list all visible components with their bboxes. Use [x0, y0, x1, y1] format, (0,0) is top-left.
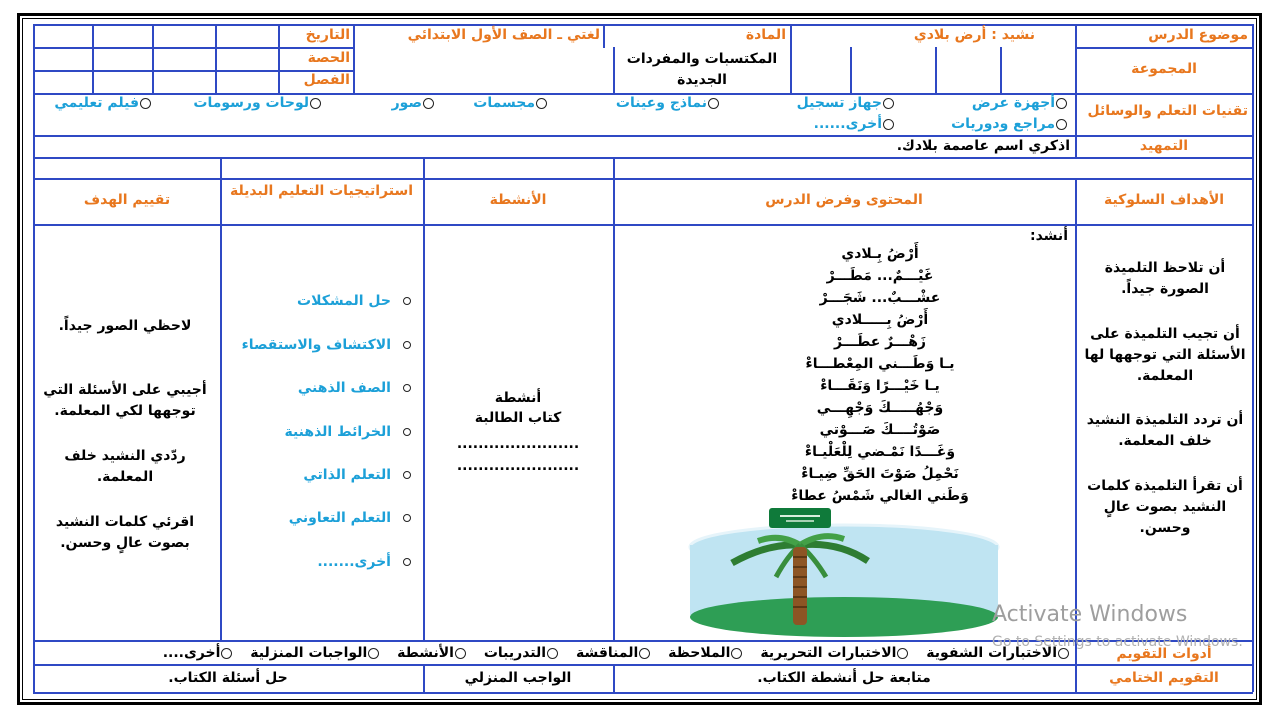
radio-icon: [403, 514, 411, 522]
subject-value: نشيد : أرض بلادي: [913, 27, 1035, 43]
group-label: المجموعة: [1131, 61, 1197, 77]
objective-item: أن تجيب التلميذة على الأسئلة التي توجهها لها المعلمة.: [1084, 326, 1246, 384]
objective-item: أن تقرأ التلميذة كلمات النشيد بصوت عالٍ وحسن.: [1087, 478, 1243, 536]
subject-label: موضوع الدرس: [1148, 27, 1248, 43]
radio-icon: [310, 98, 321, 109]
activate-windows-hint: Go to Settings to activate Windows.: [992, 634, 1243, 650]
tech-option-8[interactable]: أخرى......: [814, 116, 895, 132]
radio-icon: [897, 648, 908, 659]
radio-icon: [536, 98, 547, 109]
radio-icon: [403, 471, 411, 479]
tech-option-7[interactable]: مراجع ودوريات: [951, 116, 1068, 132]
radio-icon: [883, 119, 894, 130]
col-strategies: استراتيجيات التعليم البديلة: [229, 183, 414, 199]
activities-title: أنشطة: [494, 390, 542, 406]
evaluation-item: ردّدي النشيد خلف المعلمة.: [64, 448, 186, 485]
poem-intro: أنشد:: [1030, 228, 1068, 244]
tech-option-2[interactable]: نماذج وعينات: [616, 95, 720, 111]
col-content: المحتوى وفرض الدرس: [765, 192, 923, 208]
strategy-option[interactable]: حل المشكلات: [297, 293, 412, 309]
homework-label: الواجب المنزلي: [464, 670, 572, 686]
poem-line: وَجْهُـــــكَ وَجْهِـــي: [816, 400, 944, 416]
activate-windows-watermark: Activate Windows: [992, 602, 1188, 627]
strategy-option[interactable]: الصف الذهني: [298, 380, 412, 396]
course-label: المادة: [745, 27, 786, 43]
class-label: الفصل: [303, 72, 350, 88]
assessment-option[interactable]: المناقشة: [576, 645, 651, 661]
radio-icon: [368, 648, 379, 659]
strategy-option[interactable]: الخرائط الذهنية: [284, 424, 412, 440]
assessment-option[interactable]: الاختبارات الشفوية: [926, 645, 1070, 661]
poem-line: نَحْمِلُ صَوْتَ الحَقِّ ضِيـاءْ: [801, 466, 959, 482]
radio-icon: [547, 648, 558, 659]
strategy-option[interactable]: التعلم الذاتي: [303, 467, 412, 483]
radio-icon: [708, 98, 719, 109]
col-objectives: الأهداف السلوكية: [1103, 192, 1225, 208]
poem-line: وَغَـــدًا نَمْـضي لِلْعَلْيـاءْ: [804, 444, 956, 460]
tech-option-4[interactable]: صور: [392, 95, 435, 111]
strategy-option[interactable]: الاكتشاف والاستقصاء: [242, 337, 412, 353]
poem-line: عشْـــبٌ... شَجَـــرْ: [819, 290, 941, 306]
assessment-label: أدوات التقويم: [1116, 646, 1212, 662]
tech-option-0[interactable]: أجهزة عرض: [972, 95, 1068, 111]
radio-icon: [403, 558, 411, 566]
activities-dots: .......................: [456, 458, 580, 474]
poem-line: أَرْضُ بِـلادي: [841, 246, 919, 262]
radio-icon: [403, 297, 411, 305]
skills-label: المكتسبات والمفردات الجديدة: [626, 51, 778, 88]
tech-option-5[interactable]: لوحات ورسومات: [193, 95, 322, 111]
radio-icon: [403, 384, 411, 392]
final-text: متابعة حل أنشطة الكتاب.: [757, 670, 931, 686]
poem-line: أَرْضُ بِـــــلادي: [831, 312, 929, 328]
strategy-option[interactable]: أخرى.......: [317, 554, 412, 570]
assessment-option[interactable]: الاختبارات التحريرية: [760, 645, 909, 661]
intro-text: اذكري اسم عاصمة بلادك.: [896, 138, 1070, 154]
radio-icon: [1056, 98, 1067, 109]
radio-icon: [403, 341, 411, 349]
poem-line: زَهْـــرٌ عطَـــرْ: [834, 334, 926, 350]
final-label: التقويم الختامي: [1109, 670, 1219, 686]
radio-icon: [140, 98, 151, 109]
radio-icon: [1056, 119, 1067, 130]
intro-label: التمهيد: [1139, 138, 1189, 154]
assessment-option[interactable]: أخرى....: [163, 645, 234, 661]
tech-option-6[interactable]: فيلم تعليمي: [54, 95, 152, 111]
evaluation-item: اقرئي كلمات النشيد بصوت عالٍ وحسن.: [55, 514, 195, 551]
tech-option-3[interactable]: مجسمات: [473, 95, 548, 111]
objective-item: أن تردد التلميذة النشيد خلف المعلمة.: [1086, 412, 1244, 449]
tech-label: تقنيات التعلم والوسائل: [1087, 103, 1248, 119]
activities-subtitle: كتاب الطالبة: [474, 410, 562, 426]
poem-line: وَطَني الغالي شَمْسُ عطاءْ: [791, 488, 969, 504]
evaluation-item: لاحظي الصور جيداً.: [58, 318, 192, 334]
activities-dots: .......................: [456, 436, 580, 452]
period-label: الحصة: [307, 50, 350, 66]
col-evaluation: تقييم الهدف: [83, 192, 171, 208]
assessment-option[interactable]: الواجبات المنزلية: [250, 645, 380, 661]
poem-line: يـا خَيْـــرًا وَنَقَـــاءْ: [820, 378, 940, 394]
col-activities: الأنشطة: [489, 192, 547, 208]
assessment-option[interactable]: الأنشطة: [397, 645, 467, 661]
radio-icon: [639, 648, 650, 659]
radio-icon: [455, 648, 466, 659]
date-label: التاريخ: [305, 27, 350, 43]
tech-option-1[interactable]: جهاز تسجيل: [797, 95, 895, 111]
course-value: لغتي ـ الصف الأول الابتدائي: [407, 27, 600, 43]
assessment-option[interactable]: الملاحظة: [668, 645, 743, 661]
assessment-options: [40, 645, 1070, 661]
objective-item: أن تلاحظ التلميذة الصورة جيداً.: [1104, 260, 1226, 297]
homework-text: حل أسئلة الكتاب.: [168, 670, 288, 686]
radio-icon: [883, 98, 894, 109]
radio-icon: [221, 648, 232, 659]
evaluation-item: أجيبي على الأسئلة التي توجهها لكي المعلمة.: [43, 382, 207, 419]
poem-line: صَوْتُــــكَ صَـــوْتي: [819, 422, 941, 438]
poem-line: غَيْـــمٌ... مَطَـــرْ: [826, 268, 934, 284]
palm-tree-illustration: [688, 505, 1000, 637]
assessment-option[interactable]: التدريبات: [484, 645, 559, 661]
radio-icon: [423, 98, 434, 109]
flag-icon: [769, 508, 831, 528]
strategy-option[interactable]: التعلم التعاوني: [289, 510, 412, 526]
poem-line: يـا وَطَـــني المِعْطـــاءْ: [805, 356, 955, 372]
radio-icon: [731, 648, 742, 659]
page-inner-border: [22, 18, 1257, 700]
radio-icon: [403, 428, 411, 436]
